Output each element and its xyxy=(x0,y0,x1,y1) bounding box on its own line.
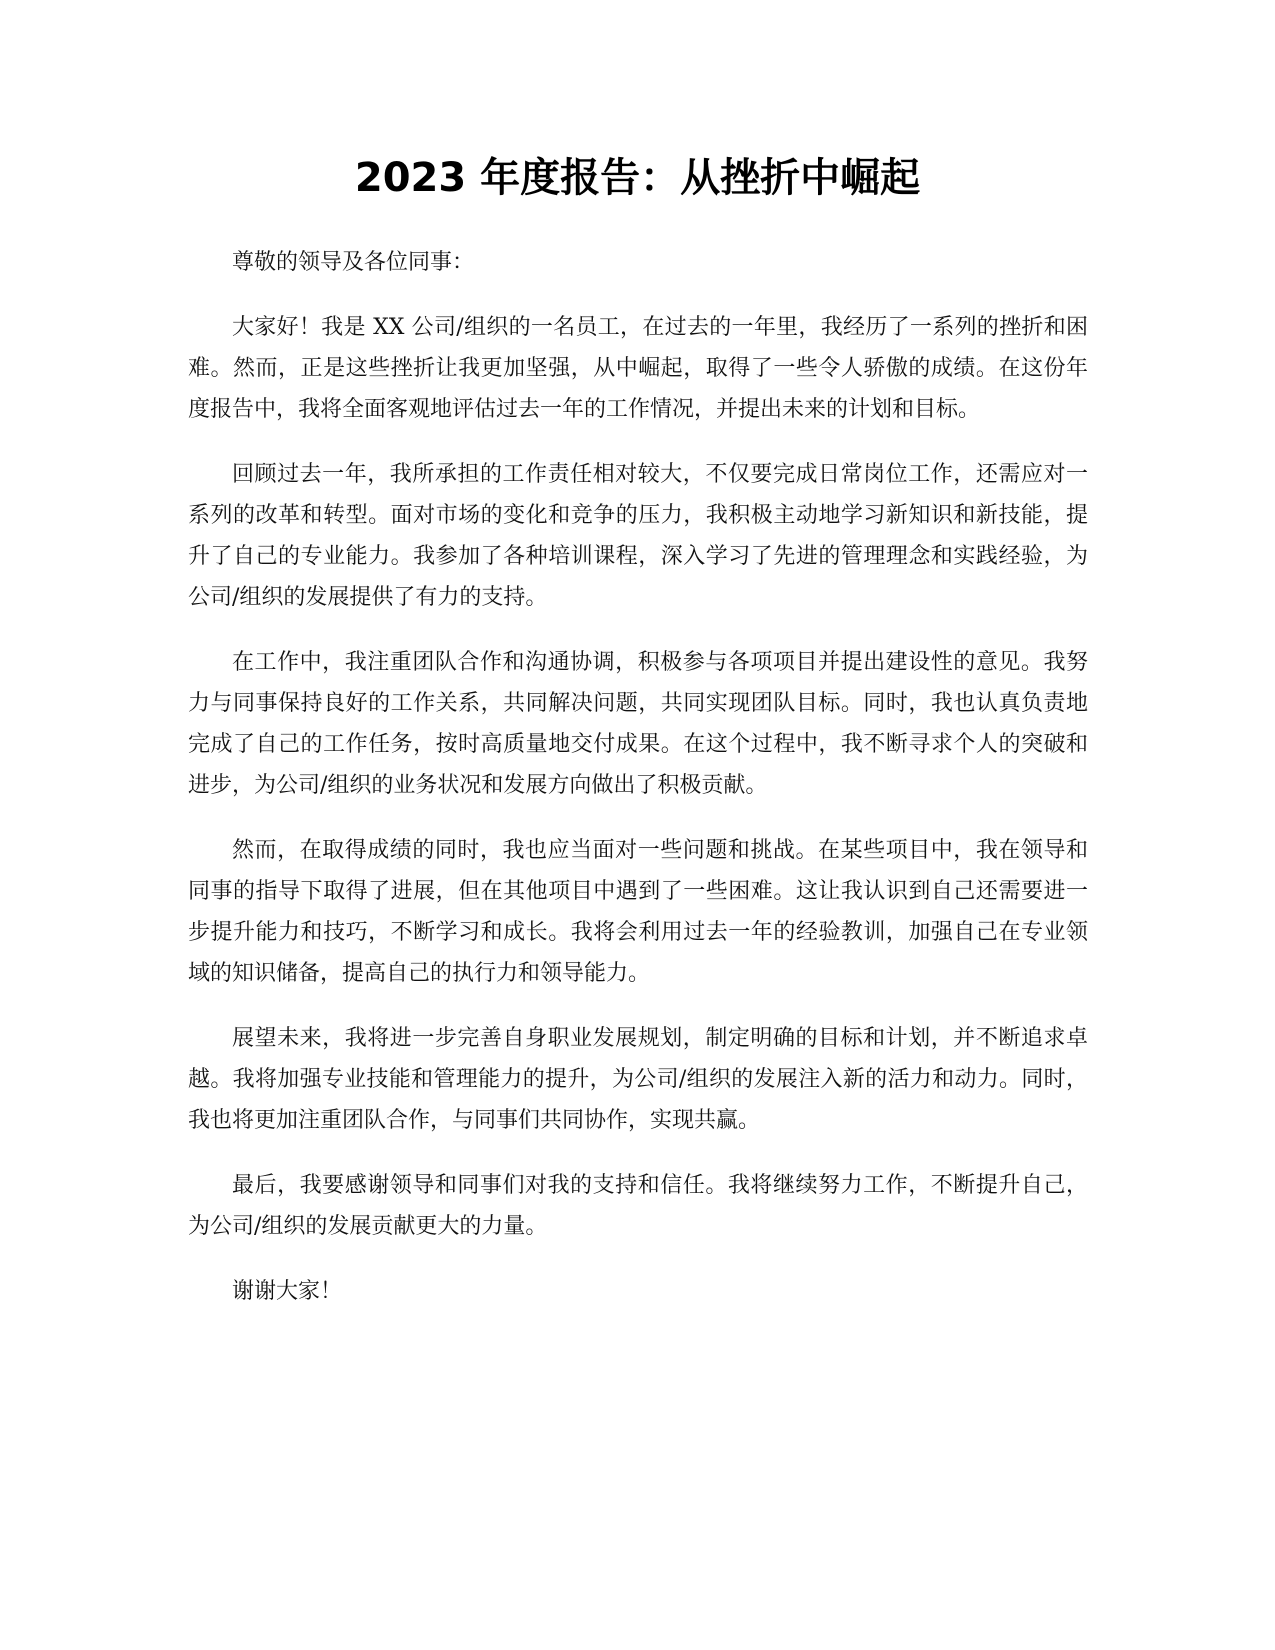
paragraph-intro: 大家好！我是 XX 公司/组织的一名员工，在过去的一年里，我经历了一系列的挫折和困难。然而，正是这些挫折让我更加坚强，从中崛起，取得了一些令人骄傲的成绩。在这份年度报告中，我将全面客观地评估过去一年的工作情况，并提出未来的计划和目标。 xyxy=(188,315,1088,422)
paragraph-review: 回顾过去一年，我所承担的工作责任相对较大，不仅要完成日常岗位工作，还需应对一系列的改革和转型。面对市场的变化和竞争的压力，我积极主动地学习新知识和新技能，提升了自己的专业能力。我参加了各种培训课程，深入学习了先进的管理理念和实践经验，为公司/组织的发展提供了有力的支持。 xyxy=(188,462,1088,610)
paragraph-challenges: 然而，在取得成绩的同时，我也应当面对一些问题和挑战。在某些项目中，我在领导和同事的指导下取得了进展，但在其他项目中遇到了一些困难。这让我认识到自己还需要进一步提升能力和技巧，不断学习和成长。我将会利用过去一年的经验教训，加强自己在专业领域的知识储备，提高自己的执行力和领导能力。 xyxy=(188,838,1088,986)
document-body xyxy=(188,242,1088,1336)
paragraph-teamwork: 在工作中，我注重团队合作和沟通协调，积极参与各项项目并提出建设性的意见。我努力与同事保持良好的工作关系，共同解决问题，共同实现团队目标。同时，我也认真负责地完成了自己的工作任务，按时高质量地交付成果。在这个过程中，我不断寻求个人的突破和进步，为公司/组织的业务状况和发展方向做出了积极贡献。 xyxy=(188,650,1088,798)
closing: 谢谢大家！ xyxy=(232,1279,343,1304)
salutation: 尊敬的领导及各位同事： xyxy=(232,250,475,275)
paragraph-outlook: 展望未来，我将进一步完善自身职业发展规划，制定明确的目标和计划，并不断追求卓越。我将加强专业技能和管理能力的提升，为公司/组织的发展注入新的活力和动力。同时，我也将更加注重团队合作，与同事们共同协作，实现共赢。 xyxy=(188,1026,1088,1133)
paragraph-thanks: 最后，我要感谢领导和同事们对我的支持和信任。我将继续努力工作，不断提升自己，为公司/组织的发展贡献更大的力量。 xyxy=(188,1173,1088,1239)
document-title: 2023 年度报告：从挫折中崛起 xyxy=(354,155,921,201)
